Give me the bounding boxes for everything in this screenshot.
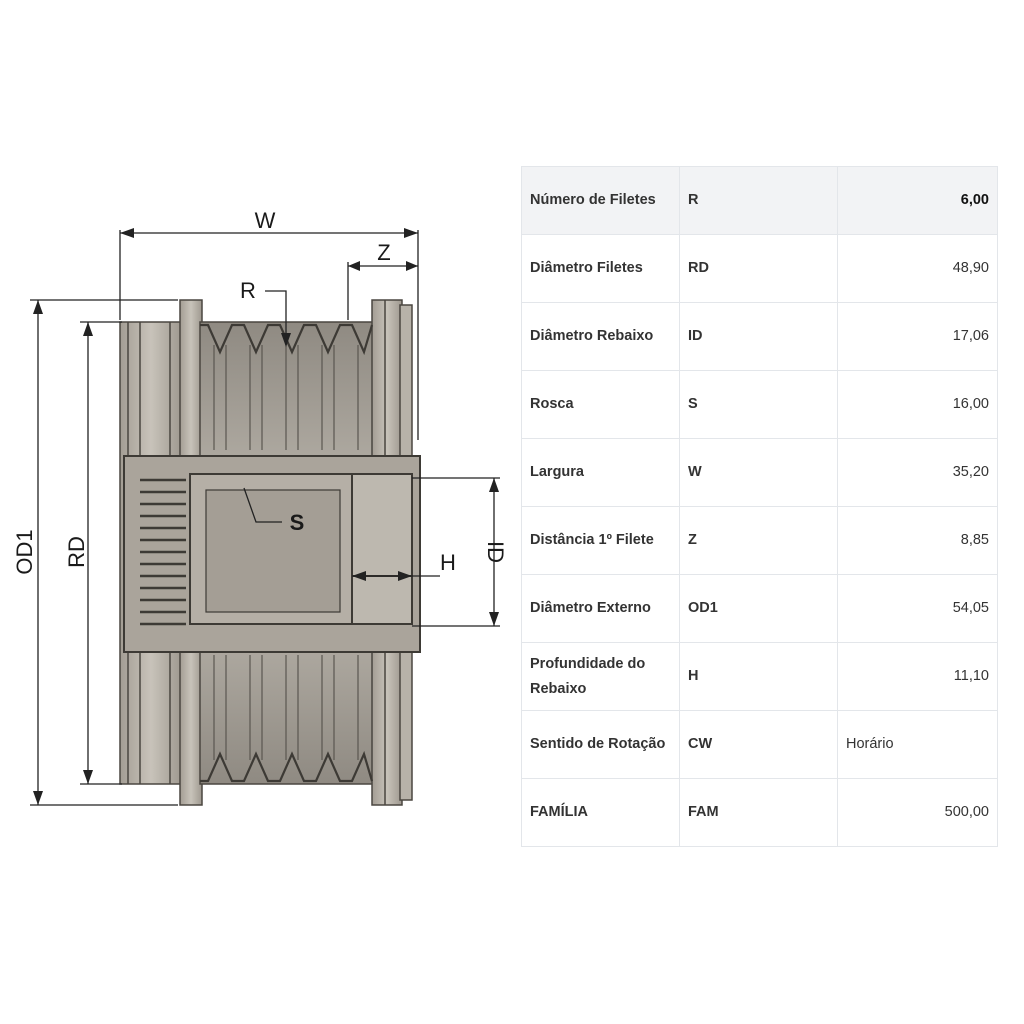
- spec-name: Número de Filetes: [522, 167, 680, 235]
- spec-name: FAMÍLIA: [522, 779, 680, 847]
- spec-name: Distância 1º Filete: [522, 507, 680, 575]
- label-id: ID: [483, 541, 508, 563]
- spec-value: 48,90: [838, 235, 998, 303]
- table-row: [522, 167, 998, 235]
- table-row: [522, 439, 998, 507]
- table-row: [522, 507, 998, 575]
- spec-name: Rosca: [522, 371, 680, 439]
- spec-name: Diâmetro Externo: [522, 575, 680, 643]
- spec-value: 500,00: [838, 779, 998, 847]
- label-w: W: [254, 208, 276, 233]
- spec-name: Profundidade do Rebaixo: [522, 643, 680, 711]
- label-od1: OD1: [12, 529, 37, 575]
- spec-name: Diâmetro Filetes: [522, 235, 680, 303]
- spec-value: 16,00: [838, 371, 998, 439]
- label-z: Z: [377, 240, 391, 265]
- spec-value: 17,06: [838, 303, 998, 371]
- spec-value: 11,10: [838, 643, 998, 711]
- table-row: [522, 371, 998, 439]
- spec-code: OD1: [680, 575, 838, 643]
- specs-table: [521, 166, 998, 847]
- label-rd: RD: [64, 536, 89, 568]
- table-row: [522, 643, 998, 711]
- spec-code: RD: [680, 235, 838, 303]
- spec-code: ID: [680, 303, 838, 371]
- spec-code: W: [680, 439, 838, 507]
- spec-code: S: [680, 371, 838, 439]
- label-h: H: [440, 550, 456, 575]
- spec-value: 35,20: [838, 439, 998, 507]
- spec-code: FAM: [680, 779, 838, 847]
- spec-name: Diâmetro Rebaixo: [522, 303, 680, 371]
- spec-code: Z: [680, 507, 838, 575]
- spec-value: Horário: [838, 711, 998, 779]
- spec-code: H: [680, 643, 838, 711]
- table-row: [522, 711, 998, 779]
- table-row: [522, 575, 998, 643]
- spec-code: CW: [680, 711, 838, 779]
- spec-value: 6,00: [838, 167, 998, 235]
- spec-name: Largura: [522, 439, 680, 507]
- table-row: [522, 303, 998, 371]
- spec-name: Sentido de Rotação: [522, 711, 680, 779]
- label-s: S: [289, 510, 305, 535]
- table-row: [522, 779, 998, 847]
- table-row: [522, 235, 998, 303]
- hub-section: [124, 456, 420, 652]
- spec-code: R: [680, 167, 838, 235]
- spec-value: 54,05: [838, 575, 998, 643]
- spec-value: 8,85: [838, 507, 998, 575]
- label-r: R: [240, 278, 256, 303]
